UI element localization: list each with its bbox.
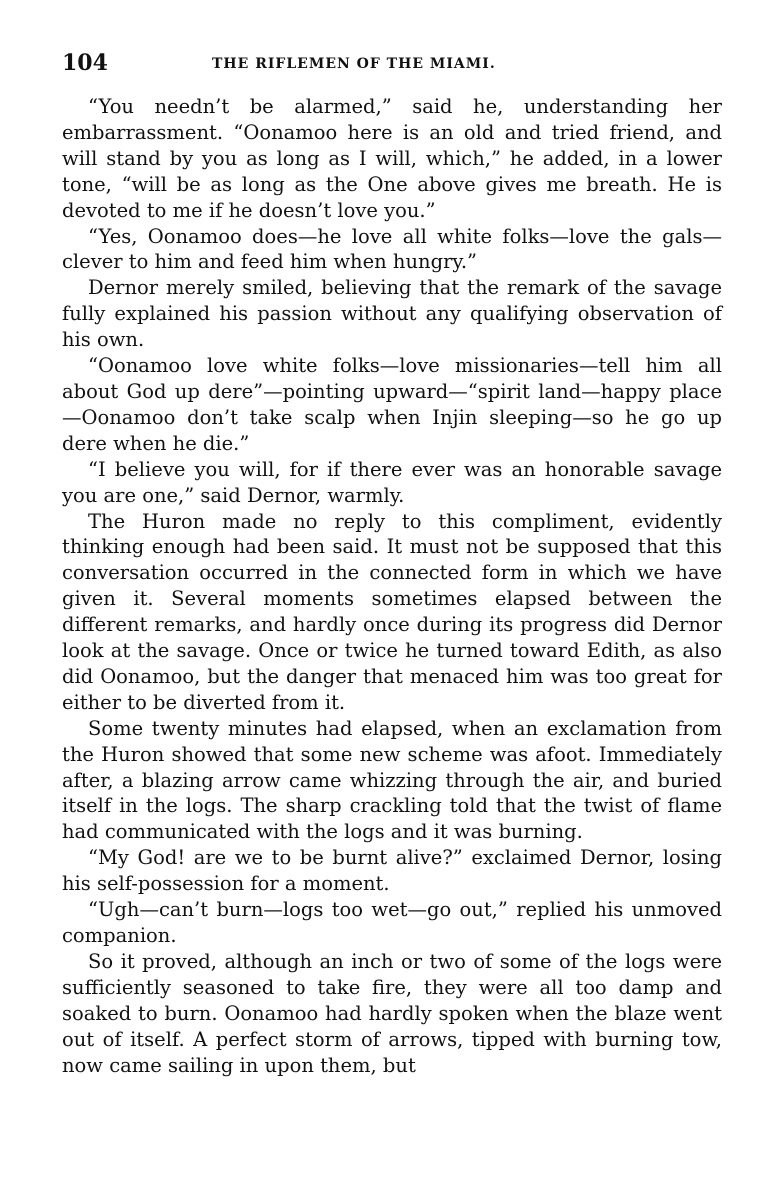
paragraph: “Oonamoo love white folks—love missionaries—tell him all about God up dere”—pointing upward—“spirit land—happy place—Oonamoo don’t take scalp when Injin sleeping—so he go up dere when he die.” xyxy=(62,354,722,455)
paragraph: Dernor merely smiled, believing that the remark of the savage fully explained his passion without any qualifying observation of his own. xyxy=(62,276,722,352)
paragraph: “I believe you will, for if there ever was an honorable savage you are one,” said Dernor, warmly. xyxy=(62,457,722,507)
running-title: THE RIFLEMEN OF THE MIAMI. xyxy=(212,56,496,72)
book-page xyxy=(62,48,722,1078)
paragraph: “Yes, Oonamoo does—he love all white folks—love the gals—clever to him and feed him when hungry.” xyxy=(62,224,722,274)
paragraph: “You needn’t be alarmed,” said he, understanding her embarrassment. “Oonamoo here is an old and tried friend, and will stand by you as long as I will, which,” he added, in a lower tone, “will be as long as the One above gives me breath. He is devoted to me if he doesn’t love you.” xyxy=(62,95,722,222)
paragraph: The Huron made no reply to this compliment, evidently thinking enough had been said. It must not be supposed that this conversation occurred in the connected form in which we have given it. Several moments sometimes elapsed between the different remarks, and hardly once during its progress did Dernor look at the savage. Once or twice he turned toward Edith, as also did Oonamoo, but the danger that menaced him was too great for either to be diverted from it. xyxy=(62,509,722,714)
paragraph: So it proved, although an inch or two of some of the logs were sufficiently seasoned to take fire, they were all too damp and soaked to burn. Oonamoo had hardly spoken when the blaze went out of itself. A perfect storm of arrows, tipped with burning tow, now came sailing in upon them, but xyxy=(62,949,722,1077)
body-text xyxy=(62,94,722,1078)
page-header xyxy=(62,48,722,82)
page-number: 104 xyxy=(62,50,108,76)
paragraph: Some twenty minutes had elapsed, when an exclamation from the Huron showed that some new scheme was afoot. Immediately after, a blazing arrow came whizzing through the air, and buried itself in the logs. The sharp crackling told that the twist of flame had communicated with the logs and it was burning. xyxy=(62,716,722,844)
paragraph: “My God! are we to be burnt alive?” exclaimed Dernor, losing his self-possession for a moment. xyxy=(62,846,722,896)
paragraph: “Ugh—can’t burn—logs too wet—go out,” replied his unmoved companion. xyxy=(62,898,722,947)
